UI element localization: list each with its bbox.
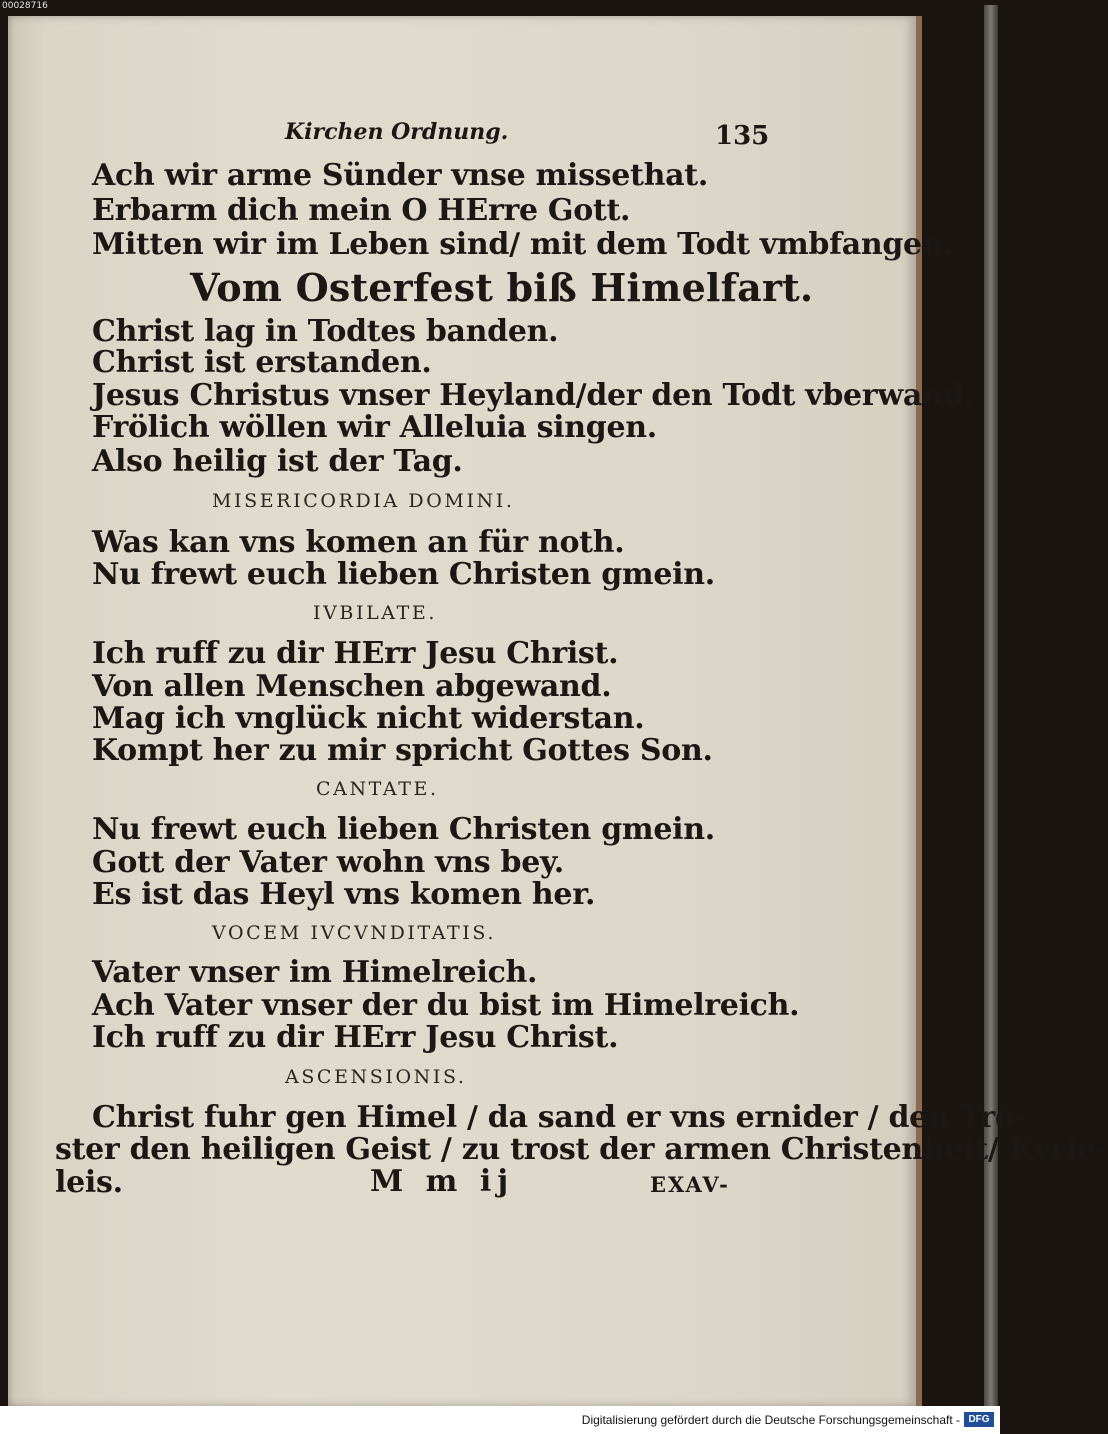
page-number: 135	[715, 121, 770, 151]
sunday-heading: ASCENSIONIS.	[285, 1066, 467, 1088]
running-title: Kirchen Ordnung.	[285, 119, 509, 145]
verse-line: Christ fuhr gen Himel / da sand er vns ernider / den Trö-	[92, 1100, 1027, 1135]
verse-line: Von allen Menschen abgewand.	[92, 669, 612, 704]
verse-line: Nu frewt euch lieben Christen gmein.	[92, 812, 715, 847]
verse-line: Christ lag in Todtes banden.	[92, 314, 559, 349]
verse-line: Was kan vns komen an für noth.	[92, 525, 625, 560]
verse-line: Also heilig ist der Tag.	[92, 444, 463, 479]
verse-line: leis.	[55, 1165, 123, 1200]
signature-mark: M m ij	[370, 1164, 515, 1199]
verse-line: Ach wir arme Sünder vnse missethat.	[92, 158, 708, 193]
verse-line: Erbarm dich mein O HErre Gott.	[92, 193, 631, 228]
verse-line: Gott der Vater wohn vns bey.	[92, 845, 564, 880]
verse-line: Ach Vater vnser der du bist im Himelreich.	[92, 988, 800, 1023]
verse-line: Vater vnser im Himelreich.	[92, 955, 538, 990]
verse-line: Kompt her zu mir spricht Gottes Son.	[92, 733, 713, 768]
page-edge	[916, 16, 922, 1406]
verse-line: Ich ruff zu dir HErr Jesu Christ.	[92, 636, 619, 671]
footer-bar	[0, 1406, 1000, 1434]
verse-line: Nu frewt euch lieben Christen gmein.	[92, 557, 715, 592]
verse-line: Mitten wir im Leben sind/ mit dem Todt vmbfangen.	[92, 227, 954, 262]
verse-line: Frölich wöllen wir Alleluia singen.	[92, 410, 657, 445]
funding-notice: Digitalisierung gefördert durch die Deutsche Forschungsgemeinschaft -	[581, 1413, 960, 1427]
verse-line: Ich ruff zu dir HErr Jesu Christ.	[92, 1020, 619, 1055]
scan-id-label: 00028716	[2, 1, 48, 11]
verse-line: Christ ist erstanden.	[92, 345, 432, 380]
verse-line: Jesus Christus vnser Heyland/der den Todt vberwand.	[92, 378, 975, 413]
dfg-logo: DFG	[964, 1412, 994, 1427]
verse-line: Es ist das Heyl vns komen her.	[92, 877, 596, 912]
sunday-heading: MISERICORDIA DOMINI.	[212, 490, 515, 512]
sunday-heading: CANTATE.	[316, 778, 439, 800]
catchword: EXAV-	[650, 1172, 730, 1197]
binding-rail	[984, 5, 998, 1410]
sunday-heading: IVBILATE.	[313, 602, 437, 624]
sunday-heading: VOCEM IVCVNDITATIS.	[212, 922, 496, 944]
verse-line: Mag ich vnglück nicht widerstan.	[92, 701, 645, 736]
verse-line: ster den heiligen Geist / zu trost der armen Christenheit/ Kyrie-	[55, 1132, 1108, 1167]
section-heading: Vom Osterfest biß Himelfart.	[190, 265, 814, 310]
